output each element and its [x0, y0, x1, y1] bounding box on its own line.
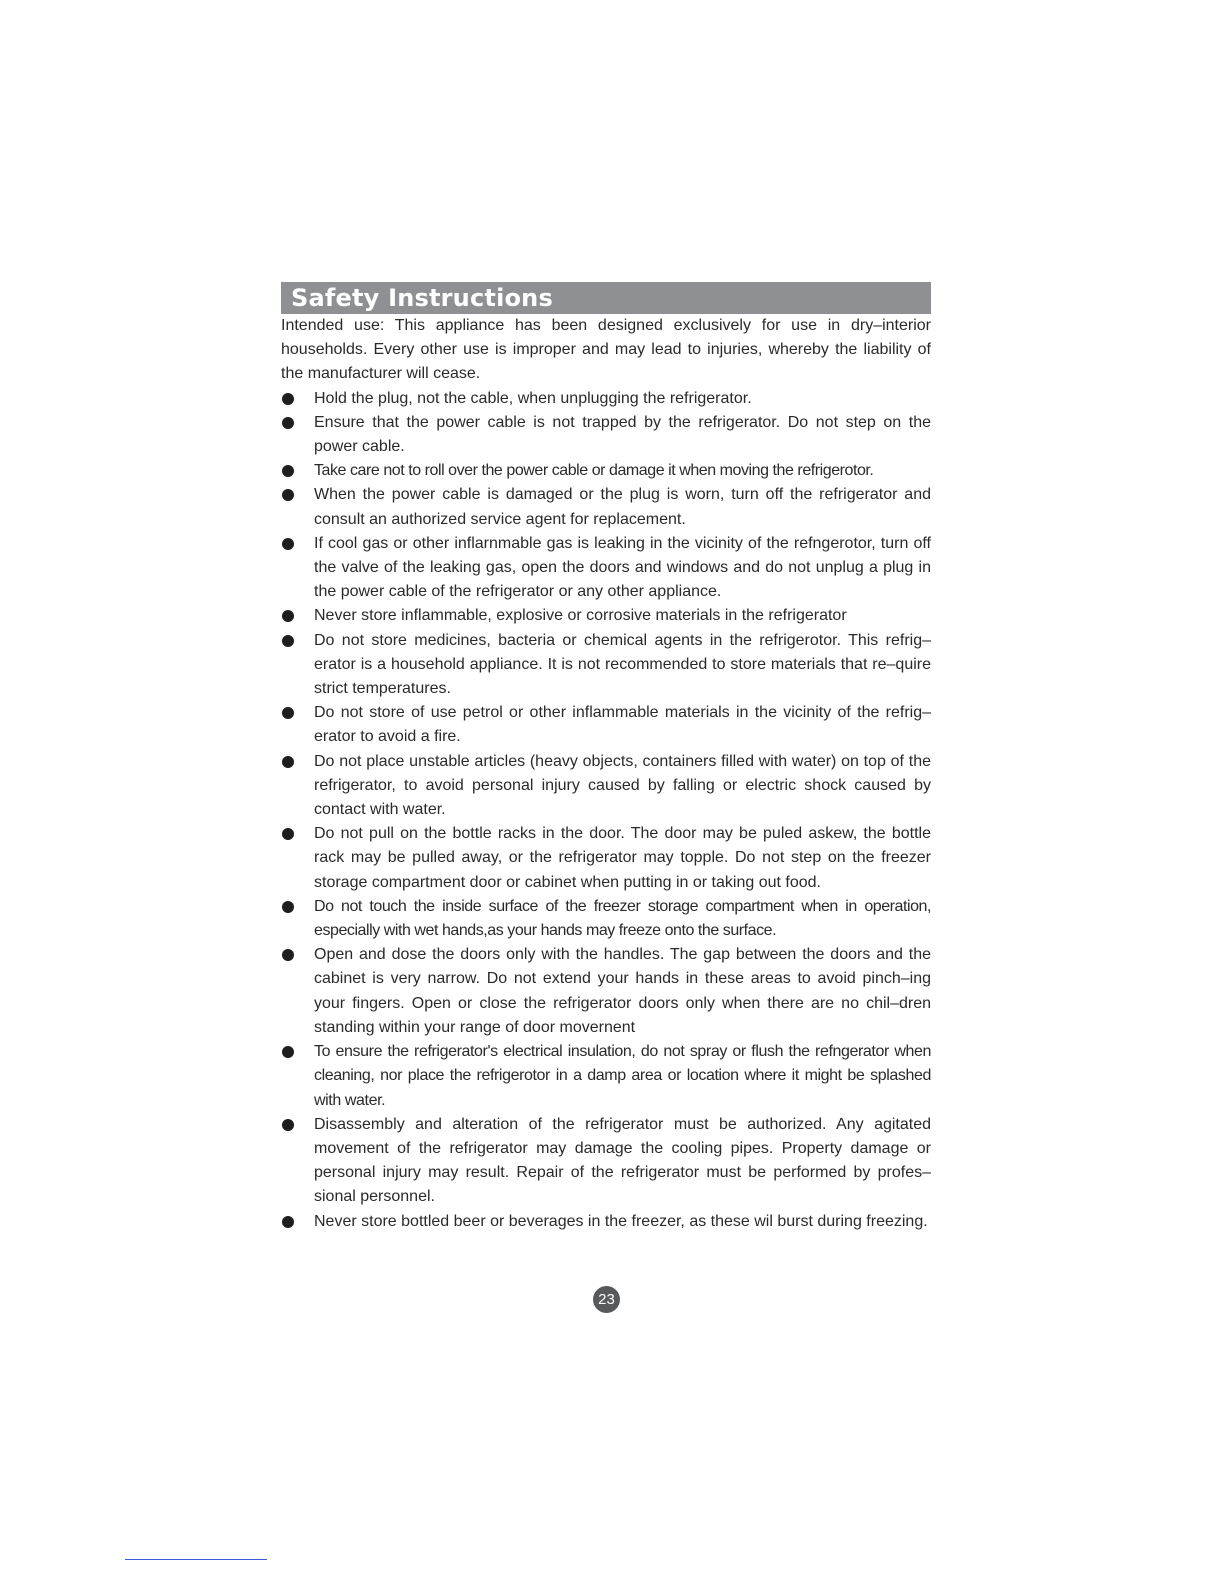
list-item-text: Take care not to roll over the power cable or damage it when moving the refrigerotor. [314, 462, 874, 480]
bullet-icon [282, 756, 294, 768]
list-item-text: Never store inflammable, explosive or corrosive materials in the refrigerator [314, 607, 847, 625]
section-title: Safety Instructions [291, 284, 553, 312]
list-item-text: Do not store medicines, bacteria or chemical agents in the refrigerotor. This refrig–erator is a household appliance. It is not recommended to store materials that re–quire strict temperatures. [314, 631, 931, 698]
bullet-icon [282, 610, 294, 622]
list-item-text: Disassembly and alteration of the refrigerator must be authorized. Any agitated movement of the refrigerator may damage the cooling pipes. Property damage or personal injury may result. Repair of the refrigerator must be performed by profes–sional personnel. [314, 1115, 931, 1206]
list-item-text: If cool gas or other inflarnmable gas is leaking in the vicinity of the refngerotor, turn off the valve of the leaking gas, open the doors and windows and do not unplug a plug in the power cable of the refrigerator or any other appliance. [314, 534, 931, 601]
page-number-badge: 23 [593, 1286, 620, 1313]
list-item [281, 459, 931, 483]
bullet-icon [282, 1046, 294, 1058]
list-item-text: Do not touch the inside surface of the freezer storage compartment when in operation, especially with wet hands,as your hands may freeze onto the surface. [314, 897, 931, 940]
list-item-text: When the power cable is damaged or the plug is worn, turn off the refrigerator and consult an authorized service agent for replacement. [314, 486, 931, 528]
footer-divider [125, 1559, 267, 1560]
intended-use-paragraph: Intended use: This appliance has been designed exclusively for use in dry–interior households. Every other use is improper and may lead to injuries, whereby the liability of the manufacturer will cease. [281, 317, 931, 383]
list-item-text: To ensure the refrigerator's electrical insulation, do not spray or flush the refngerator when cleaning, nor place the refrigerotor in a damp area or location where it might be splashed with water. [314, 1043, 931, 1109]
bullet-icon [282, 707, 294, 719]
bullet-icon [282, 489, 294, 501]
list-item [281, 1210, 931, 1234]
list-item-text: Do not pull on the bottle racks in the door. The door may be puled askew, the bottle rack may be pulled away, or the refrigerator may topple. Do not step on the freezer storage compartment door or cabinet when putting in or taking out food. [314, 825, 931, 891]
bullet-icon [282, 1216, 294, 1228]
bullet-icon [282, 635, 294, 647]
list-item-text: Ensure that the power cable is not trapped by the refrigerator. Do not step on the power cable. [314, 413, 931, 456]
list-item [281, 750, 931, 823]
document-page [281, 282, 931, 1234]
bullet-icon [282, 1119, 294, 1131]
list-item-text: Do not store of use petrol or other inflammable materials in the vicinity of the refrig–erator to avoid a fire. [314, 704, 931, 746]
list-item [281, 532, 931, 605]
list-item [281, 483, 931, 531]
list-item-text: Never store bottled beer or beverages in the freezer, as these wil burst during freezing. [314, 1212, 928, 1230]
list-item [281, 604, 931, 628]
list-item [281, 387, 931, 411]
safety-instructions-list [281, 387, 931, 1234]
bullet-icon [282, 393, 294, 405]
bullet-icon [282, 538, 294, 550]
list-item [281, 943, 931, 1040]
bullet-icon [282, 949, 294, 961]
list-item-text: Hold the plug, not the cable, when unplugging the refrigerator. [314, 389, 752, 407]
bullet-icon [282, 417, 294, 429]
list-item [281, 895, 931, 943]
list-item [281, 629, 931, 702]
list-item-text: Open and dose the doors only with the handles. The gap between the doors and the cabinet is very narrow. Do not extend your hands in these areas to avoid pinch–ing your fingers. Open or close the refrigerator doors only when there are no chil–dren standing within your range of door movernent [314, 946, 931, 1036]
bullet-icon [282, 828, 294, 840]
list-item [281, 411, 931, 459]
section-header-bar [281, 282, 931, 314]
list-item [281, 1040, 931, 1113]
list-item [281, 1113, 931, 1210]
bullet-icon [282, 465, 294, 477]
list-item [281, 822, 931, 895]
bullet-icon [282, 901, 294, 913]
list-item [281, 701, 931, 749]
list-item-text: Do not place unstable articles (heavy objects, containers filled with water) on top of the refrigerator, to avoid personal injury caused by falling or electric shock caused by contact with water. [314, 752, 931, 819]
